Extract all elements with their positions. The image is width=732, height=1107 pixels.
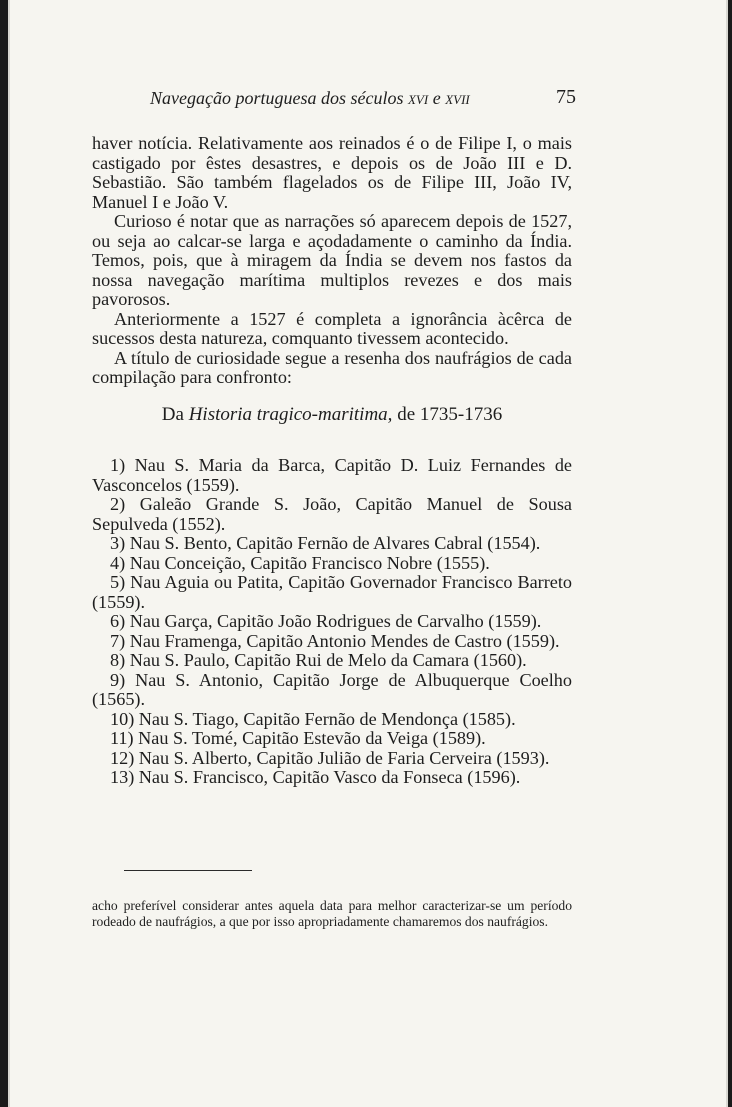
- list-item: 10) Nau S. Tiago, Capitão Fernão de Mendonça (1585).: [110, 708, 516, 729]
- section-heading-title: Historia tragico-maritima,: [188, 404, 393, 425]
- section-heading: [92, 404, 572, 426]
- body-text: [92, 134, 572, 388]
- list-item: 4) Nau Conceição, Capitão Francisco Nobre (1555).: [110, 552, 490, 573]
- list-item: 13) Nau S. Francisco, Capitão Vasco da Fonseca (1596).: [110, 767, 521, 787]
- shipwreck-list: [92, 456, 572, 788]
- list-item: 5) Nau Aguia ou Patita, Capitão Governador Francisco Barreto (1559).: [92, 572, 572, 612]
- paragraph: Anteriormente a 1527 é completa a ignorância àcêrca de sucessos desta natureza, comquanto tivessem acontecido.: [92, 308, 572, 348]
- page-number: 75: [556, 86, 576, 108]
- paragraph: haver notícia. Relativamente aos reinados é o de Filipe I, o mais castigado por êstes desastres, e depois os de João III e D. Sebastião. São também flagelados os de Filipe III, João IV, Manuel I e João V.: [92, 133, 572, 212]
- list-item: 6) Nau Garça, Capitão João Rodrigues de Carvalho (1559).: [110, 611, 542, 631]
- list-item: 7) Nau Framenga, Capitão Antonio Mendes de Castro (1559).: [110, 630, 560, 651]
- list-item: 9) Nau S. Antonio, Capitão Jorge de Albuquerque Coelho (1565).: [92, 669, 572, 709]
- section-heading-suffix: de 1735-1736: [392, 404, 503, 425]
- list-item: 11) Nau S. Tomé, Capitão Estevão da Veiga (1589).: [110, 728, 486, 748]
- book-page: [8, 0, 728, 1107]
- footnote-text: acho preferível considerar antes aquela data para melhor caracterizar-se um período rodeado de naufrágios, a que por isso apropriadamente chamaremos dos naufrágios.: [92, 898, 572, 929]
- running-head-conjunction: e: [428, 88, 446, 108]
- list-item: 12) Nau S. Alberto, Capitão Julião de Faria Cerveira (1593).: [110, 747, 550, 768]
- list-item: 1) Nau S. Maria da Barca, Capitão D. Luiz Fernandes de Vasconcelos (1559).: [92, 455, 572, 495]
- list-item: 2) Galeão Grande S. João, Capitão Manuel de Sousa Sepulveda (1552).: [92, 494, 572, 534]
- footnote: [92, 898, 572, 930]
- running-head-century-1: XVI: [407, 92, 429, 107]
- running-head: [150, 88, 580, 109]
- list-item: 8) Nau S. Paulo, Capitão Rui de Melo da Camara (1560).: [110, 650, 527, 670]
- running-head-title: Navegação portuguesa dos séculos: [150, 88, 408, 108]
- running-head-century-2: XVII: [445, 92, 470, 107]
- paragraph: A título de curiosidade segue a resenha dos naufrágios de cada compilação para confronto:: [92, 347, 572, 387]
- paragraph: Curioso é notar que as narrações só aparecem depois de 1527, ou seja ao calcar-se larga e açodadamente o caminho da Índia. Temos, pois, que à miragem da Índia se devem nos fastos da nossa navegação marítima multiplos revezes e dos mais pavorosos.: [92, 211, 572, 309]
- list-item: 3) Nau S. Bento, Capitão Fernão de Alvares Cabral (1554).: [110, 533, 541, 553]
- footnote-divider: [124, 870, 252, 871]
- section-heading-prefix: Da: [161, 404, 189, 425]
